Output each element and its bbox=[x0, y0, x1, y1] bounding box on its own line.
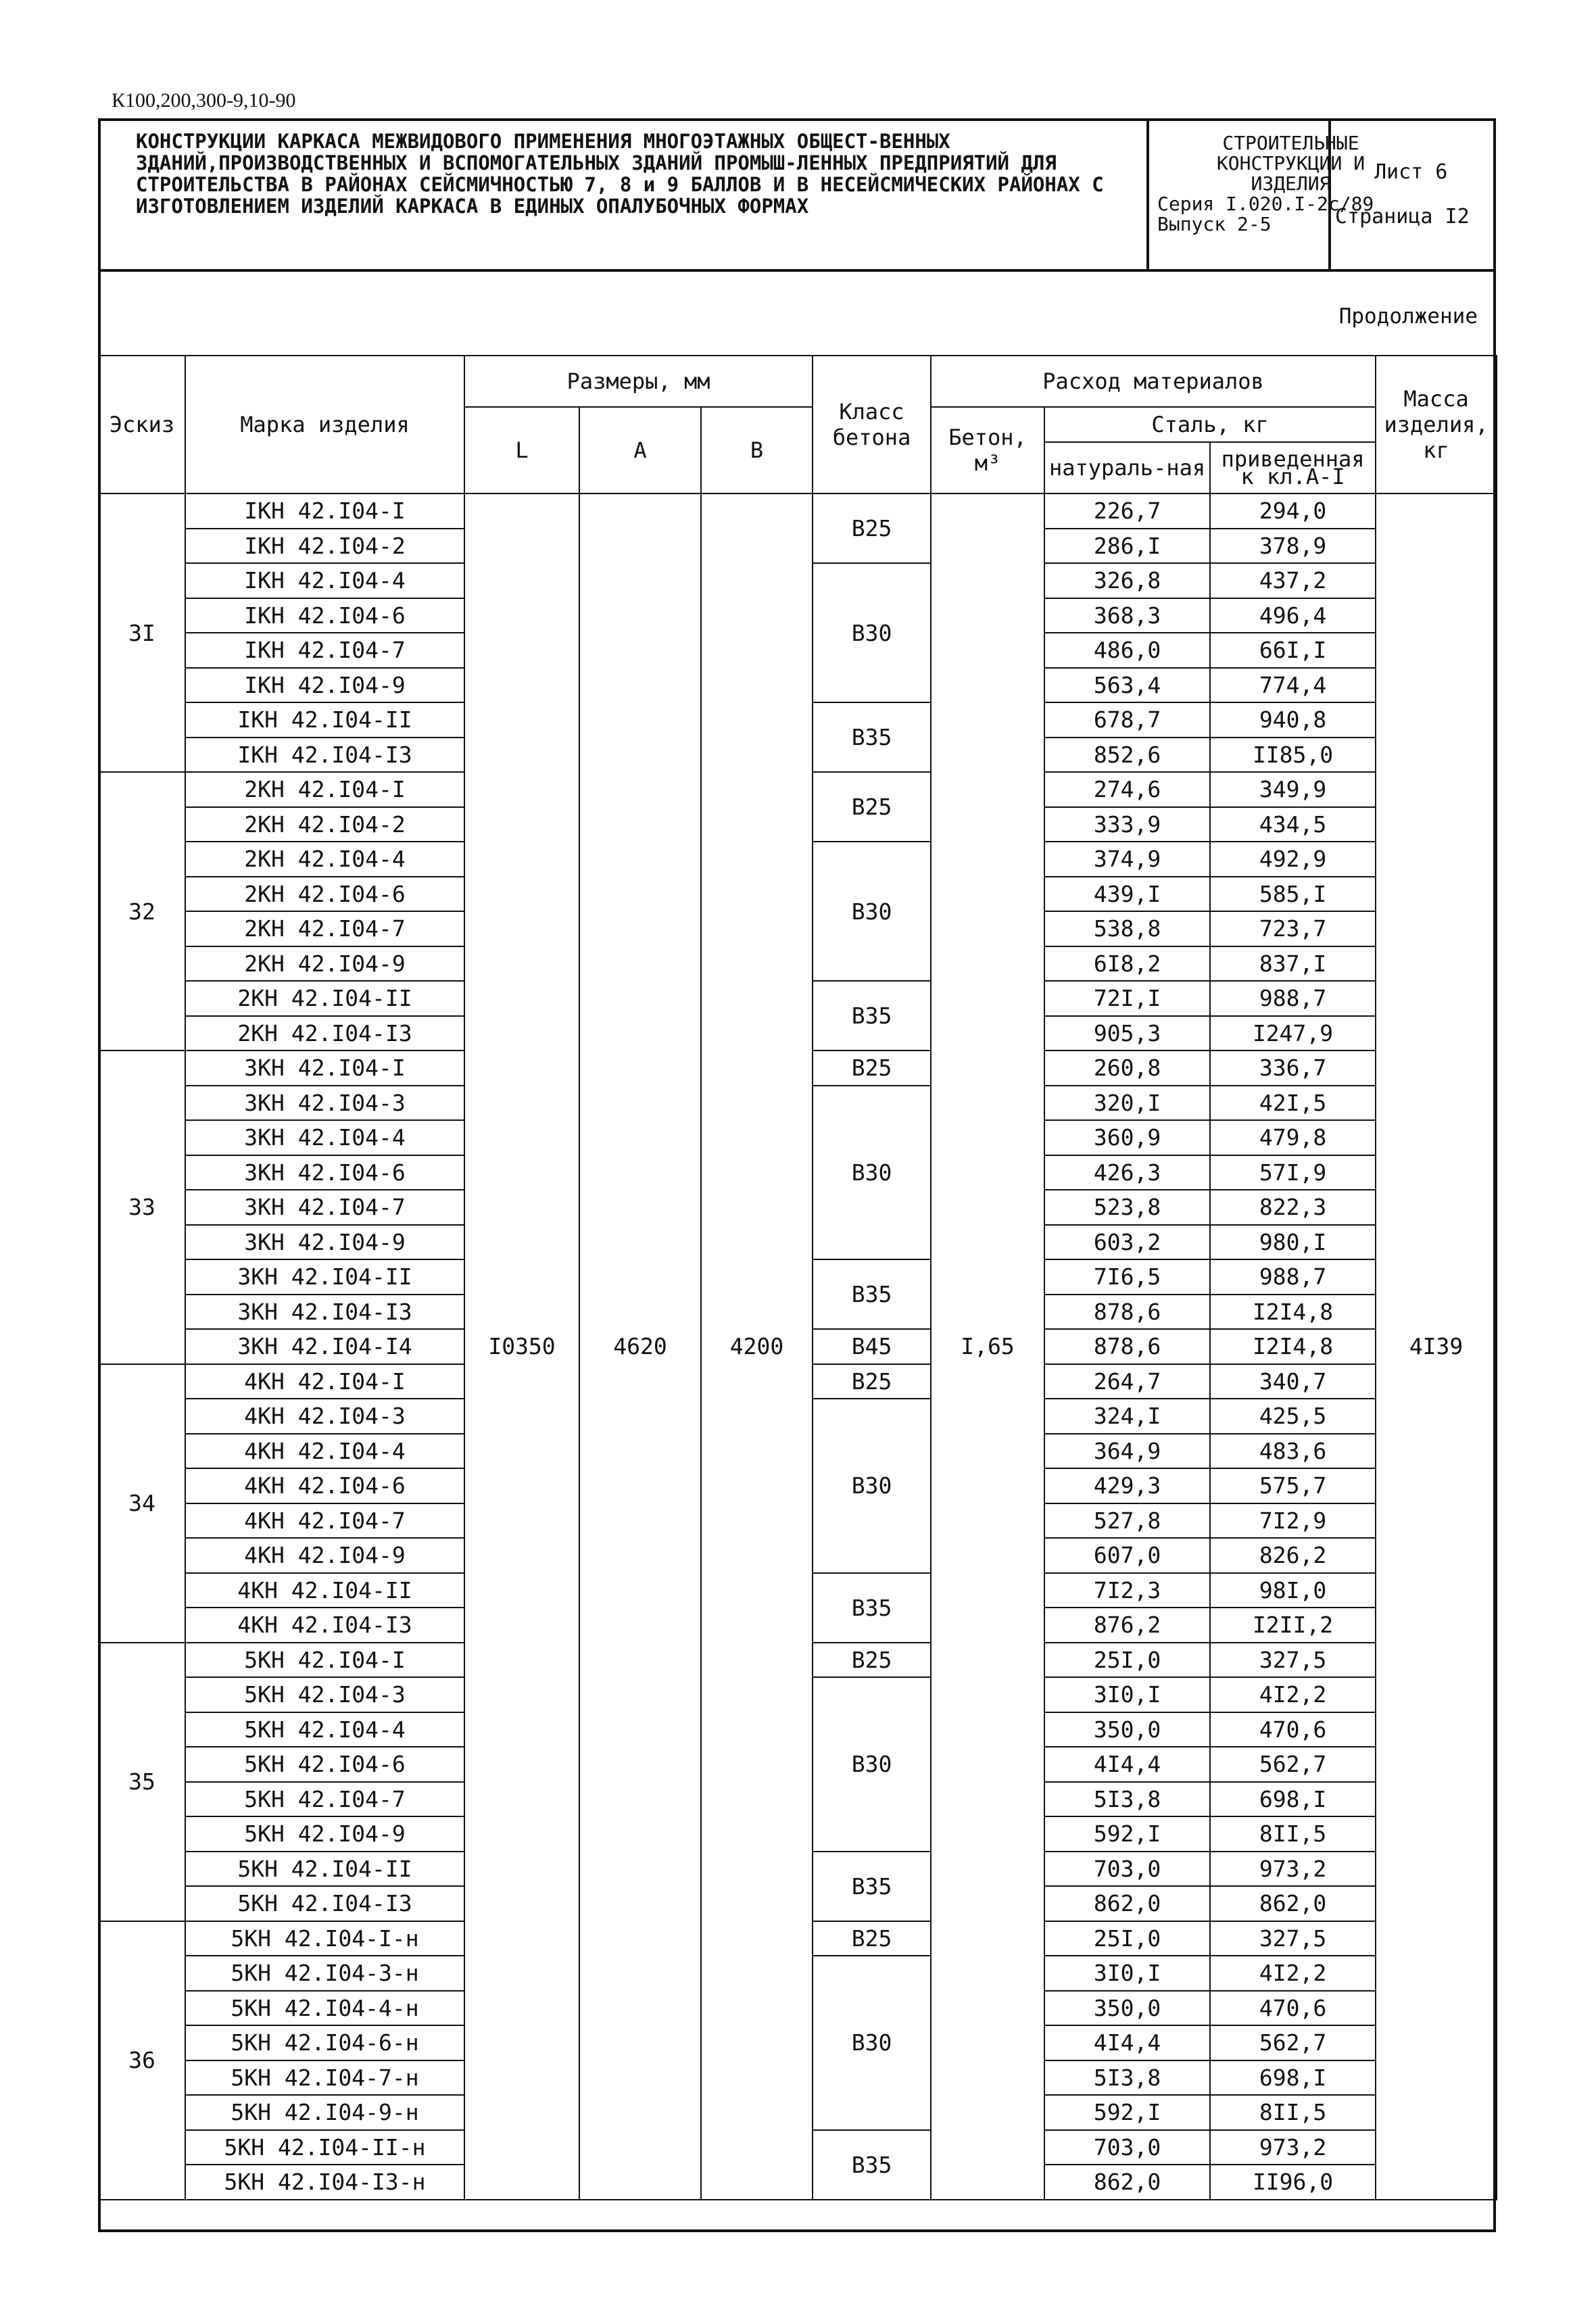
sketch-cell: 34 bbox=[99, 1364, 185, 1643]
steel-reduced-cell: 822,3 bbox=[1210, 1190, 1376, 1225]
steel-reduced-cell: 483,6 bbox=[1210, 1434, 1376, 1469]
mark-cell: 2КН 42.I04-6 bbox=[185, 877, 464, 912]
steel-reduced-cell: 470,6 bbox=[1210, 1712, 1376, 1747]
steel-natural-cell: 429,3 bbox=[1044, 1468, 1210, 1503]
mark-cell: 4КН 42.I04-9 bbox=[185, 1538, 464, 1573]
steel-natural-cell: 426,3 bbox=[1044, 1155, 1210, 1190]
steel-reduced-cell: 349,9 bbox=[1210, 772, 1376, 807]
mark-cell: 3КН 42.I04-9 bbox=[185, 1225, 464, 1260]
steel-natural-cell: 260,8 bbox=[1044, 1051, 1210, 1086]
steel-natural-cell: 878,6 bbox=[1044, 1329, 1210, 1364]
document-code: К100,200,300-9,10-90 bbox=[112, 89, 296, 112]
mark-cell: 4КН 42.I04-6 bbox=[185, 1468, 464, 1503]
steel-natural-cell: 326,8 bbox=[1044, 563, 1210, 598]
steel-natural-cell: 3I0,I bbox=[1044, 1677, 1210, 1712]
mark-cell: 5КН 42.I04-4-н bbox=[185, 1991, 464, 2026]
steel-reduced-cell: 723,7 bbox=[1210, 911, 1376, 946]
sketch-cell: 3I bbox=[99, 493, 185, 772]
steel-natural-cell: 7I2,3 bbox=[1044, 1573, 1210, 1608]
steel-reduced-cell: 479,8 bbox=[1210, 1120, 1376, 1155]
concrete-class-cell: B25 bbox=[813, 1051, 931, 1086]
steel-natural-cell: 563,4 bbox=[1044, 668, 1210, 703]
header-L: L bbox=[464, 407, 579, 493]
title-block bbox=[98, 118, 1496, 272]
steel-reduced-cell: 470,6 bbox=[1210, 1991, 1376, 2026]
concrete-class-cell: B35 bbox=[813, 1573, 931, 1643]
steel-reduced-cell: 826,2 bbox=[1210, 1538, 1376, 1573]
steel-reduced-cell: 562,7 bbox=[1210, 1747, 1376, 1782]
concrete-class-cell: B25 bbox=[813, 1921, 931, 1956]
steel-reduced-cell: 575,7 bbox=[1210, 1468, 1376, 1503]
table-body bbox=[99, 493, 1497, 2200]
steel-natural-cell: 852,6 bbox=[1044, 738, 1210, 773]
steel-natural-cell: 5I3,8 bbox=[1044, 2060, 1210, 2096]
steel-reduced-cell: 988,7 bbox=[1210, 1259, 1376, 1295]
steel-natural-cell: 286,I bbox=[1044, 529, 1210, 564]
series-number: Серия I.020.I-2с/89 bbox=[1157, 193, 1374, 215]
steel-reduced-cell: 98I,0 bbox=[1210, 1573, 1376, 1608]
mark-cell: 5КН 42.I04-I3 bbox=[185, 1886, 464, 1921]
steel-natural-cell: 4I4,4 bbox=[1044, 2025, 1210, 2060]
mark-cell: 3КН 42.I04-6 bbox=[185, 1155, 464, 1190]
header-materials: Расход материалов bbox=[931, 356, 1376, 407]
mark-cell: 5КН 42.I04-3 bbox=[185, 1677, 464, 1712]
sketch-cell: 36 bbox=[99, 1921, 185, 2200]
mark-cell: 5КН 42.I04-3-н bbox=[185, 1956, 464, 1991]
issue-number: Выпуск 2-5 bbox=[1157, 213, 1272, 235]
concrete-class-cell: B30 bbox=[813, 842, 931, 981]
steel-reduced-cell: I2II,2 bbox=[1210, 1608, 1376, 1643]
steel-natural-cell: 527,8 bbox=[1044, 1503, 1210, 1539]
steel-reduced-cell: II85,0 bbox=[1210, 738, 1376, 773]
mark-cell: 4КН 42.I04-7 bbox=[185, 1503, 464, 1539]
steel-natural-cell: 5I3,8 bbox=[1044, 1782, 1210, 1817]
steel-reduced-cell: 774,4 bbox=[1210, 668, 1376, 703]
header-concrete: Бетон, м³ bbox=[931, 407, 1044, 493]
steel-natural-cell: 876,2 bbox=[1044, 1608, 1210, 1643]
size-A-cell: 4620 bbox=[579, 493, 701, 2200]
steel-natural-cell: 523,8 bbox=[1044, 1190, 1210, 1225]
mark-cell: 3КН 42.I04-I bbox=[185, 1051, 464, 1086]
concrete-class-cell: B30 bbox=[813, 1086, 931, 1260]
steel-natural-cell: 350,0 bbox=[1044, 1712, 1210, 1747]
table-row bbox=[99, 493, 1497, 529]
mark-cell: 5КН 42.I04-6 bbox=[185, 1747, 464, 1782]
steel-natural-cell: 25I,0 bbox=[1044, 1921, 1210, 1956]
mark-cell: 3КН 42.I04-II bbox=[185, 1259, 464, 1295]
mark-cell: 2КН 42.I04-4 bbox=[185, 842, 464, 877]
mark-cell: 3КН 42.I04-4 bbox=[185, 1120, 464, 1155]
steel-reduced-cell: 585,I bbox=[1210, 877, 1376, 912]
steel-natural-cell: 862,0 bbox=[1044, 2165, 1210, 2200]
steel-reduced-cell: 492,9 bbox=[1210, 842, 1376, 877]
concrete-class-cell: B25 bbox=[813, 1364, 931, 1399]
steel-natural-cell: 72I,I bbox=[1044, 981, 1210, 1016]
mark-cell: IКН 42.I04-II bbox=[185, 702, 464, 738]
concrete-class-cell: B35 bbox=[813, 702, 931, 772]
document-title: КОНСТРУКЦИИ КАРКАСА МЕЖВИДОВОГО ПРИМЕНЕНИЯ МНОГОЭТАЖНЫХ ОБЩЕСТ-ВЕННЫХ ЗДАНИЙ,ПРОИЗВОДСТВЕННЫХ И ВСПОМОГАТЕЛЬНЫХ ЗДАНИЙ ПРОМЫШ-ЛЕННЫХ ПРЕДПРИЯТИЙ ДЛЯ СТРОИТЕЛЬСТВА В РАЙОНАХ СЕЙСМИЧНОСТЬЮ 7, 8 и 9 БАЛЛОВ И В НЕСЕЙСМИЧЕСКИХ РАЙОНАХ С ИЗГОТОВЛЕНИЕМ ИЗДЕЛИЙ КАРКАСА В ЕДИНЫХ ОПАЛУБОЧНЫХ ФОРМАХ bbox=[136, 130, 1104, 218]
steel-natural-cell: 439,I bbox=[1044, 877, 1210, 912]
steel-reduced-cell: 837,I bbox=[1210, 946, 1376, 982]
steel-reduced-cell: 562,7 bbox=[1210, 2025, 1376, 2060]
mark-cell: 3КН 42.I04-3 bbox=[185, 1086, 464, 1121]
mark-cell: 5КН 42.I04-6-н bbox=[185, 2025, 464, 2060]
steel-reduced-cell: 973,2 bbox=[1210, 2130, 1376, 2165]
steel-reduced-cell: 698,I bbox=[1210, 1782, 1376, 1817]
steel-reduced-cell: 378,9 bbox=[1210, 529, 1376, 564]
concrete-class-cell: B30 bbox=[813, 1677, 931, 1852]
sheet-number: Лист 6 bbox=[1374, 160, 1448, 184]
steel-natural-cell: 607,0 bbox=[1044, 1538, 1210, 1573]
steel-reduced-cell: 434,5 bbox=[1210, 807, 1376, 842]
steel-natural-cell: 6I8,2 bbox=[1044, 946, 1210, 982]
steel-reduced-cell: 4I2,2 bbox=[1210, 1956, 1376, 1991]
steel-reduced-cell: 42I,5 bbox=[1210, 1086, 1376, 1121]
steel-natural-cell: 25I,0 bbox=[1044, 1643, 1210, 1678]
steel-natural-cell: 324,I bbox=[1044, 1399, 1210, 1434]
continuation-label: Продолжение bbox=[1338, 304, 1478, 329]
steel-reduced-cell: 327,5 bbox=[1210, 1921, 1376, 1956]
mark-cell: 2КН 42.I04-I3 bbox=[185, 1016, 464, 1051]
mark-cell: 5КН 42.I04-7 bbox=[185, 1782, 464, 1817]
steel-natural-cell: 878,6 bbox=[1044, 1295, 1210, 1330]
mark-cell: 5КН 42.I04-7-н bbox=[185, 2060, 464, 2096]
mark-cell: 5КН 42.I04-4 bbox=[185, 1712, 464, 1747]
concrete-class-cell: B45 bbox=[813, 1329, 931, 1364]
header-B: B bbox=[701, 407, 813, 493]
concrete-class-cell: B35 bbox=[813, 2130, 931, 2200]
mark-cell: IКН 42.I04-2 bbox=[185, 529, 464, 564]
mark-cell: IКН 42.I04-9 bbox=[185, 668, 464, 703]
steel-natural-cell: 703,0 bbox=[1044, 1852, 1210, 1887]
steel-reduced-cell: 862,0 bbox=[1210, 1886, 1376, 1921]
header-steel-reduced: приведенная к кл.А-I bbox=[1210, 442, 1376, 493]
mark-cell: 4КН 42.I04-4 bbox=[185, 1434, 464, 1469]
steel-reduced-cell: 940,8 bbox=[1210, 702, 1376, 738]
sketch-cell: 33 bbox=[99, 1051, 185, 1364]
concrete-class-cell: B30 bbox=[813, 1956, 931, 2130]
steel-reduced-cell: 327,5 bbox=[1210, 1643, 1376, 1678]
header-steel-natural: натураль-ная bbox=[1044, 442, 1210, 493]
concrete-class-cell: B35 bbox=[813, 1259, 931, 1329]
steel-reduced-cell: 57I,9 bbox=[1210, 1155, 1376, 1190]
steel-natural-cell: 364,9 bbox=[1044, 1434, 1210, 1469]
steel-natural-cell: 374,9 bbox=[1044, 842, 1210, 877]
steel-reduced-cell: 437,2 bbox=[1210, 563, 1376, 598]
steel-reduced-cell: 988,7 bbox=[1210, 981, 1376, 1016]
steel-natural-cell: 862,0 bbox=[1044, 1886, 1210, 1921]
page-number: Страница I2 bbox=[1335, 205, 1470, 228]
mark-cell: 3КН 42.I04-I3 bbox=[185, 1295, 464, 1330]
steel-natural-cell: 905,3 bbox=[1044, 1016, 1210, 1051]
header-sizes: Размеры, мм bbox=[464, 356, 813, 407]
sketch-cell: 32 bbox=[99, 772, 185, 1051]
steel-reduced-cell: 66I,I bbox=[1210, 633, 1376, 668]
steel-reduced-cell: 496,4 bbox=[1210, 598, 1376, 633]
steel-reduced-cell: 294,0 bbox=[1210, 493, 1376, 529]
series-line-1: СТРОИТЕЛЬНЫЕ bbox=[1222, 132, 1359, 154]
steel-natural-cell: 3I0,I bbox=[1044, 1956, 1210, 1991]
mark-cell: 2КН 42.I04-I bbox=[185, 772, 464, 807]
steel-natural-cell: 486,0 bbox=[1044, 633, 1210, 668]
series-line-2: КОНСТРУКЦИИ И bbox=[1216, 152, 1365, 174]
concrete-class-cell: B30 bbox=[813, 1399, 931, 1573]
header-mark: Марка изделия bbox=[185, 356, 464, 493]
steel-natural-cell: 350,0 bbox=[1044, 1991, 1210, 2026]
steel-natural-cell: 592,I bbox=[1044, 1816, 1210, 1852]
sketch-cell: 35 bbox=[99, 1643, 185, 1921]
mark-cell: 2КН 42.I04-7 bbox=[185, 911, 464, 946]
steel-natural-cell: 703,0 bbox=[1044, 2130, 1210, 2165]
mark-cell: 2КН 42.I04-II bbox=[185, 981, 464, 1016]
steel-reduced-cell: 8II,5 bbox=[1210, 2095, 1376, 2130]
mark-cell: 4КН 42.I04-I bbox=[185, 1364, 464, 1399]
steel-reduced-cell: 425,5 bbox=[1210, 1399, 1376, 1434]
steel-natural-cell: 360,9 bbox=[1044, 1120, 1210, 1155]
steel-natural-cell: 7I6,5 bbox=[1044, 1259, 1210, 1295]
mark-cell: 5КН 42.I04-I bbox=[185, 1643, 464, 1678]
steel-natural-cell: 333,9 bbox=[1044, 807, 1210, 842]
mark-cell: 3КН 42.I04-I4 bbox=[185, 1329, 464, 1364]
steel-reduced-cell: I2I4,8 bbox=[1210, 1329, 1376, 1364]
mark-cell: 2КН 42.I04-9 bbox=[185, 946, 464, 982]
mark-cell: IКН 42.I04-I bbox=[185, 493, 464, 529]
steel-reduced-cell: I2I4,8 bbox=[1210, 1295, 1376, 1330]
mark-cell: IКН 42.I04-4 bbox=[185, 563, 464, 598]
steel-reduced-cell: 4I2,2 bbox=[1210, 1677, 1376, 1712]
size-L-cell: I0350 bbox=[464, 493, 579, 2200]
steel-reduced-cell: II96,0 bbox=[1210, 2165, 1376, 2200]
size-B-cell: 4200 bbox=[701, 493, 813, 2200]
mass-cell: 4I39 bbox=[1376, 493, 1497, 2200]
steel-reduced-cell: 7I2,9 bbox=[1210, 1503, 1376, 1539]
mark-cell: 5КН 42.I04-9-н bbox=[185, 2095, 464, 2130]
mark-cell: 3КН 42.I04-7 bbox=[185, 1190, 464, 1225]
mark-cell: 5КН 42.I04-9 bbox=[185, 1816, 464, 1852]
mark-cell: 5КН 42.I04-II bbox=[185, 1852, 464, 1887]
steel-natural-cell: 603,2 bbox=[1044, 1225, 1210, 1260]
steel-natural-cell: 368,3 bbox=[1044, 598, 1210, 633]
header-concrete-class: Класс бетона bbox=[813, 356, 931, 493]
header-mass: Масса изделия, кг bbox=[1376, 356, 1497, 493]
header-A: A bbox=[579, 407, 701, 493]
mark-cell: 2КН 42.I04-2 bbox=[185, 807, 464, 842]
mark-cell: IКН 42.I04-I3 bbox=[185, 738, 464, 773]
mark-cell: 4КН 42.I04-I3 bbox=[185, 1608, 464, 1643]
steel-natural-cell: 4I4,4 bbox=[1044, 1747, 1210, 1782]
specification-table bbox=[98, 355, 1497, 2200]
mark-cell: 4КН 42.I04-II bbox=[185, 1573, 464, 1608]
steel-reduced-cell: 698,I bbox=[1210, 2060, 1376, 2096]
concrete-class-cell: B25 bbox=[813, 772, 931, 842]
concrete-class-cell: B30 bbox=[813, 563, 931, 702]
steel-natural-cell: 274,6 bbox=[1044, 772, 1210, 807]
steel-reduced-cell: 340,7 bbox=[1210, 1364, 1376, 1399]
concrete-class-cell: B35 bbox=[813, 981, 931, 1051]
steel-natural-cell: 320,I bbox=[1044, 1086, 1210, 1121]
steel-natural-cell: 678,7 bbox=[1044, 702, 1210, 738]
header-sketch: Эскиз bbox=[99, 356, 185, 493]
mark-cell: 5КН 42.I04-II-н bbox=[185, 2130, 464, 2165]
steel-reduced-cell: I247,9 bbox=[1210, 1016, 1376, 1051]
steel-reduced-cell: 336,7 bbox=[1210, 1051, 1376, 1086]
header-steel: Сталь, кг bbox=[1044, 407, 1376, 442]
steel-reduced-cell: 973,2 bbox=[1210, 1852, 1376, 1887]
mark-cell: IКН 42.I04-6 bbox=[185, 598, 464, 633]
mark-cell: 5КН 42.I04-I3-н bbox=[185, 2165, 464, 2200]
concrete-class-cell: B25 bbox=[813, 1643, 931, 1678]
steel-reduced-cell: 8II,5 bbox=[1210, 1816, 1376, 1852]
steel-reduced-cell: 980,I bbox=[1210, 1225, 1376, 1260]
steel-natural-cell: 226,7 bbox=[1044, 493, 1210, 529]
series-line-3: ИЗДЕЛИЯ bbox=[1251, 172, 1331, 195]
concrete-volume-cell: I,65 bbox=[931, 493, 1044, 2200]
steel-natural-cell: 592,I bbox=[1044, 2095, 1210, 2130]
sheet-box bbox=[1328, 118, 1496, 272]
steel-natural-cell: 264,7 bbox=[1044, 1364, 1210, 1399]
concrete-class-cell: B25 bbox=[813, 493, 931, 563]
concrete-class-cell: B35 bbox=[813, 1852, 931, 1921]
mark-cell: 5КН 42.I04-I-н bbox=[185, 1921, 464, 1956]
mark-cell: 4КН 42.I04-3 bbox=[185, 1399, 464, 1434]
steel-natural-cell: 538,8 bbox=[1044, 911, 1210, 946]
mark-cell: IКН 42.I04-7 bbox=[185, 633, 464, 668]
